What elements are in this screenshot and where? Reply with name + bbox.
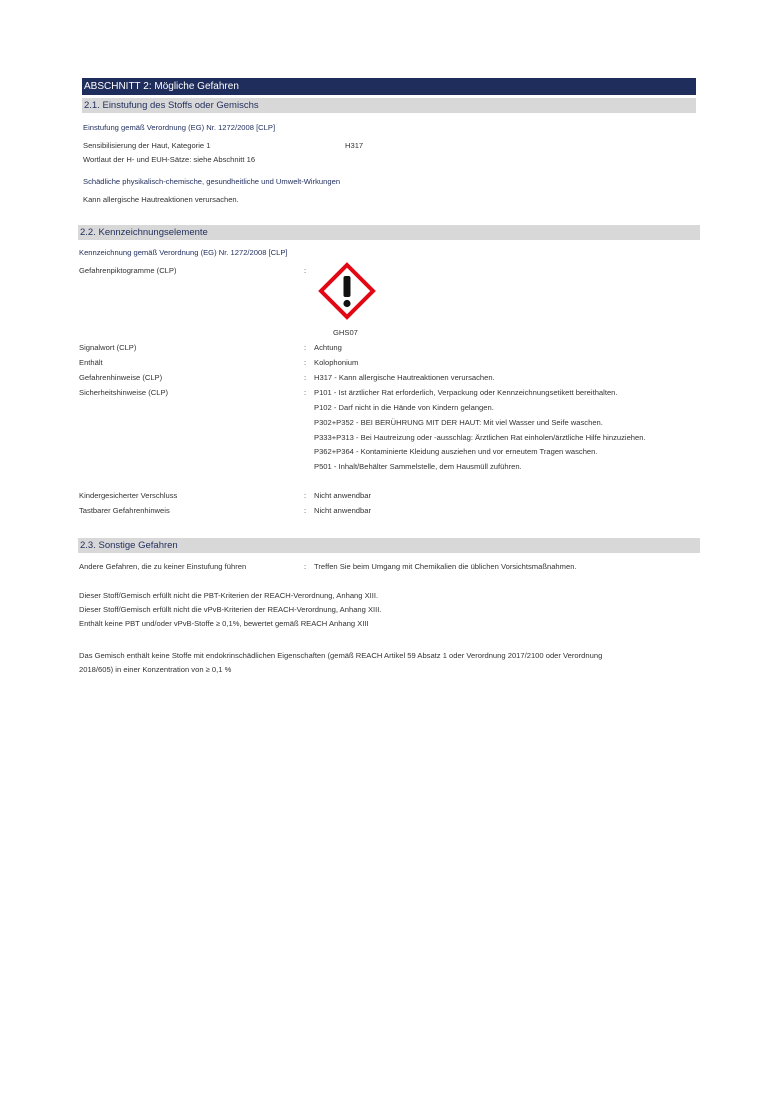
tactile-warning-value: Nicht anwendbar: [314, 506, 371, 515]
hazard-statements-label: Gefahrenhinweise (CLP): [79, 373, 163, 382]
classification-code: H317: [345, 141, 364, 150]
wording-note: Wortlaut der H- und EUH-Sätze: siehe Abschnitt 16: [83, 155, 256, 164]
child-resistant-label: Kindergesicherter Verschluss: [79, 491, 178, 500]
clp-labelling-heading: Kennzeichnung gemäß Verordnung (EG) Nr. 1272/2008 [CLP]: [79, 248, 288, 257]
signal-word-label: Signalwort (CLP): [79, 343, 137, 352]
other-hazards-value: Treffen Sie beim Umgang mit Chemikalien die üblichen Vorsichtsmaßnahmen.: [314, 562, 577, 571]
colon: :: [304, 562, 307, 571]
precautionary-statement: P101 - Ist ärztlicher Rat erforderlich, Verpackung oder Kennzeichnungsetikett bereithalten.: [314, 388, 618, 397]
effects-text: Kann allergische Hautreaktionen verursachen.: [83, 195, 239, 204]
subsection-header-2-3: 2.3. Sonstige Gefahren: [78, 538, 700, 553]
colon: :: [304, 491, 307, 500]
colon: :: [304, 266, 307, 275]
endocrine-statement-line1: Das Gemisch enthält keine Stoffe mit endokrinschädlichen Eigenschaften (gemäß REACH Artikel 59 Absatz 1 oder Verordnung 2017/2100 oder Verordnung: [79, 651, 603, 660]
precautionary-statements-label: Sicherheitshinweise (CLP): [79, 388, 169, 397]
section-header: ABSCHNITT 2: Mögliche Gefahren: [82, 78, 696, 95]
effects-heading: Schädliche physikalisch-chemische, gesundheitliche und Umwelt-Wirkungen: [83, 177, 341, 186]
pictogram-code: GHS07: [333, 328, 358, 337]
vpvb-statement: Dieser Stoff/Gemisch erfüllt nicht die vPvB-Kriterien der REACH-Verordnung, Anhang XIII.: [79, 605, 382, 614]
precautionary-statement: P501 - Inhalt/Behälter Sammelstelle, dem Hausmüll zuführen.: [314, 462, 522, 471]
hazard-statement: H317 - Kann allergische Hautreaktionen verursachen.: [314, 373, 495, 382]
ghs07-exclamation-icon: [318, 262, 376, 320]
pictograms-label: Gefahrenpiktogramme (CLP): [79, 266, 177, 275]
subsection-header-2-1: 2.1. Einstufung des Stoffs oder Gemischs: [82, 98, 696, 113]
precautionary-statement: P302+P352 - BEI BERÜHRUNG MIT DER HAUT: Mit viel Wasser und Seife waschen.: [314, 418, 603, 427]
tactile-warning-label: Tastbarer Gefahrenhinweis: [79, 506, 170, 515]
contains-value: Kolophonium: [314, 358, 359, 367]
colon: :: [304, 373, 307, 382]
endocrine-statement-line2: 2018/605) in einer Konzentration von ≥ 0,1 %: [79, 665, 232, 674]
precautionary-statement: P102 - Darf nicht in die Hände von Kindern gelangen.: [314, 403, 494, 412]
precautionary-statement: P362+P364 - Kontaminierte Kleidung ausziehen und vor erneutem Tragen waschen.: [314, 447, 598, 456]
classification-label: Sensibilisierung der Haut, Kategorie 1: [83, 141, 211, 150]
other-hazards-label: Andere Gefahren, die zu keiner Einstufung führen: [79, 562, 247, 571]
contains-label: Enthält: [79, 358, 103, 367]
pbt-statement: Dieser Stoff/Gemisch erfüllt nicht die PBT-Kriterien der REACH-Verordnung, Anhang XIII.: [79, 591, 379, 600]
precautionary-statement: P333+P313 - Bei Hautreizung oder -ausschlag: Ärztlichen Rat einholen/ärztliche Hilfe hinzuziehen.: [314, 433, 646, 442]
subsection-header-2-2: 2.2. Kennzeichnungselemente: [78, 225, 700, 240]
child-resistant-value: Nicht anwendbar: [314, 491, 371, 500]
colon: :: [304, 506, 307, 515]
signal-word-value: Achtung: [314, 343, 342, 352]
colon: :: [304, 358, 307, 367]
colon: :: [304, 388, 307, 397]
clp-classification-heading: Einstufung gemäß Verordnung (EG) Nr. 1272/2008 [CLP]: [83, 123, 276, 132]
pbt-vpvb-content-statement: Enthält keine PBT und/oder vPvB-Stoffe ≥ 0,1%, bewertet gemäß REACH Anhang XIII: [79, 619, 369, 628]
colon: :: [304, 343, 307, 352]
